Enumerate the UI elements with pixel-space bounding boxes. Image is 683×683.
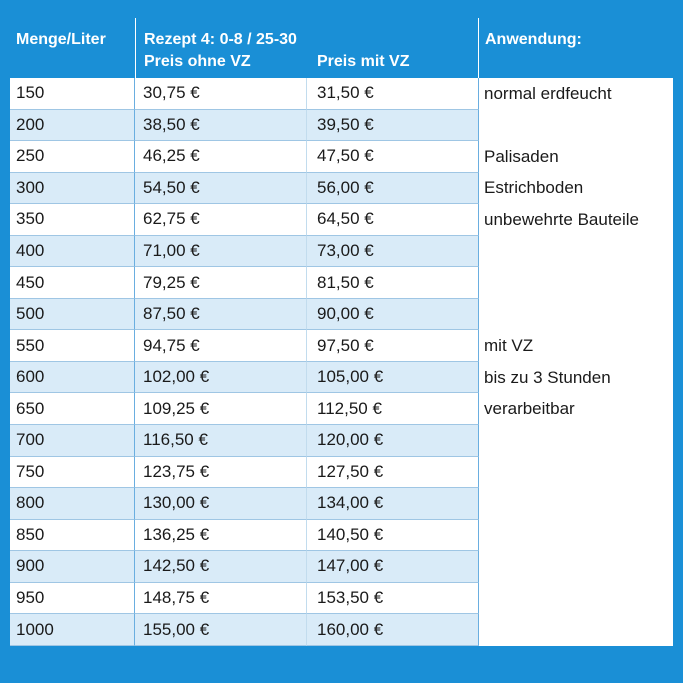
cell-preis-ohne-vz: 46,25 € [135, 141, 307, 173]
cell-anwendung [479, 425, 673, 457]
cell-menge: 550 [10, 330, 135, 362]
cell-preis-ohne-vz: 38,50 € [135, 110, 307, 142]
table-row [10, 583, 673, 615]
cell-preis-mit-vz: 56,00 € [307, 173, 479, 205]
cell-anwendung [479, 299, 673, 331]
header-preis-mit-vz: Preis mit VZ [317, 53, 410, 70]
cell-preis-ohne-vz: 116,50 € [135, 425, 307, 457]
cell-preis-ohne-vz: 155,00 € [135, 614, 307, 646]
cell-menge: 650 [10, 393, 135, 425]
cell-preis-ohne-vz: 62,75 € [135, 204, 307, 236]
cell-anwendung [479, 551, 673, 583]
header-menge-liter: Menge/Liter [16, 31, 106, 48]
cell-anwendung: mit VZ [479, 330, 673, 362]
cell-preis-mit-vz: 64,50 € [307, 204, 479, 236]
cell-menge: 800 [10, 488, 135, 520]
table-row [10, 141, 673, 173]
cell-preis-ohne-vz: 130,00 € [135, 488, 307, 520]
cell-preis-mit-vz: 134,00 € [307, 488, 479, 520]
cell-preis-ohne-vz: 142,50 € [135, 551, 307, 583]
cell-preis-mit-vz: 90,00 € [307, 299, 479, 331]
table-row [10, 267, 673, 299]
table-row [10, 393, 673, 425]
cell-anwendung [479, 110, 673, 142]
cell-preis-ohne-vz: 71,00 € [135, 236, 307, 268]
cell-preis-mit-vz: 39,50 € [307, 110, 479, 142]
cell-preis-ohne-vz: 79,25 € [135, 267, 307, 299]
table-row [10, 236, 673, 268]
cell-preis-ohne-vz: 109,25 € [135, 393, 307, 425]
header-divider [135, 18, 136, 78]
cell-menge: 600 [10, 362, 135, 394]
cell-menge: 150 [10, 78, 135, 110]
table-row [10, 204, 673, 236]
table-row [10, 520, 673, 552]
header-rezept: Rezept 4: 0-8 / 25-30 [144, 31, 297, 48]
cell-menge: 350 [10, 204, 135, 236]
cell-preis-mit-vz: 105,00 € [307, 362, 479, 394]
cell-preis-ohne-vz: 30,75 € [135, 78, 307, 110]
cell-anwendung [479, 267, 673, 299]
table-row [10, 551, 673, 583]
cell-anwendung: verarbeitbar [479, 393, 673, 425]
cell-preis-mit-vz: 97,50 € [307, 330, 479, 362]
cell-menge: 450 [10, 267, 135, 299]
table-row [10, 488, 673, 520]
cell-anwendung [479, 236, 673, 268]
header-preis-ohne-vz: Preis ohne VZ [144, 53, 251, 70]
cell-anwendung [479, 488, 673, 520]
cell-preis-ohne-vz: 136,25 € [135, 520, 307, 552]
cell-anwendung: bis zu 3 Stunden [479, 362, 673, 394]
cell-preis-ohne-vz: 123,75 € [135, 457, 307, 489]
cell-menge: 850 [10, 520, 135, 552]
cell-anwendung [479, 457, 673, 489]
table-row [10, 299, 673, 331]
cell-anwendung: Palisaden [479, 141, 673, 173]
cell-preis-mit-vz: 140,50 € [307, 520, 479, 552]
cell-anwendung: unbewehrte Bauteile [479, 204, 673, 236]
cell-preis-mit-vz: 47,50 € [307, 141, 479, 173]
cell-preis-mit-vz: 147,00 € [307, 551, 479, 583]
table-row [10, 173, 673, 205]
cell-anwendung [479, 614, 673, 646]
cell-anwendung: normal erdfeucht [479, 78, 673, 110]
cell-preis-ohne-vz: 94,75 € [135, 330, 307, 362]
cell-menge: 700 [10, 425, 135, 457]
table-row [10, 362, 673, 394]
cell-preis-mit-vz: 31,50 € [307, 78, 479, 110]
table-row [10, 425, 673, 457]
cell-preis-mit-vz: 153,50 € [307, 583, 479, 615]
cell-menge: 500 [10, 299, 135, 331]
table-row [10, 614, 673, 646]
table-row [10, 330, 673, 362]
cell-anwendung: Estrichboden [479, 173, 673, 205]
table-row [10, 110, 673, 142]
cell-preis-mit-vz: 73,00 € [307, 236, 479, 268]
cell-menge: 200 [10, 110, 135, 142]
cell-anwendung [479, 520, 673, 552]
header-anwendung: Anwendung: [485, 31, 582, 48]
cell-preis-ohne-vz: 102,00 € [135, 362, 307, 394]
cell-menge: 1000 [10, 614, 135, 646]
cell-preis-ohne-vz: 148,75 € [135, 583, 307, 615]
cell-preis-mit-vz: 81,50 € [307, 267, 479, 299]
cell-preis-mit-vz: 160,00 € [307, 614, 479, 646]
table-row [10, 78, 673, 110]
cell-menge: 900 [10, 551, 135, 583]
table-row [10, 457, 673, 489]
cell-preis-mit-vz: 120,00 € [307, 425, 479, 457]
cell-preis-ohne-vz: 54,50 € [135, 173, 307, 205]
cell-menge: 400 [10, 236, 135, 268]
table-header [0, 0, 683, 78]
price-table [10, 78, 673, 646]
cell-preis-mit-vz: 112,50 € [307, 393, 479, 425]
cell-menge: 300 [10, 173, 135, 205]
cell-menge: 950 [10, 583, 135, 615]
cell-preis-mit-vz: 127,50 € [307, 457, 479, 489]
cell-anwendung [479, 583, 673, 615]
cell-preis-ohne-vz: 87,50 € [135, 299, 307, 331]
header-divider [478, 18, 479, 78]
cell-menge: 750 [10, 457, 135, 489]
cell-menge: 250 [10, 141, 135, 173]
